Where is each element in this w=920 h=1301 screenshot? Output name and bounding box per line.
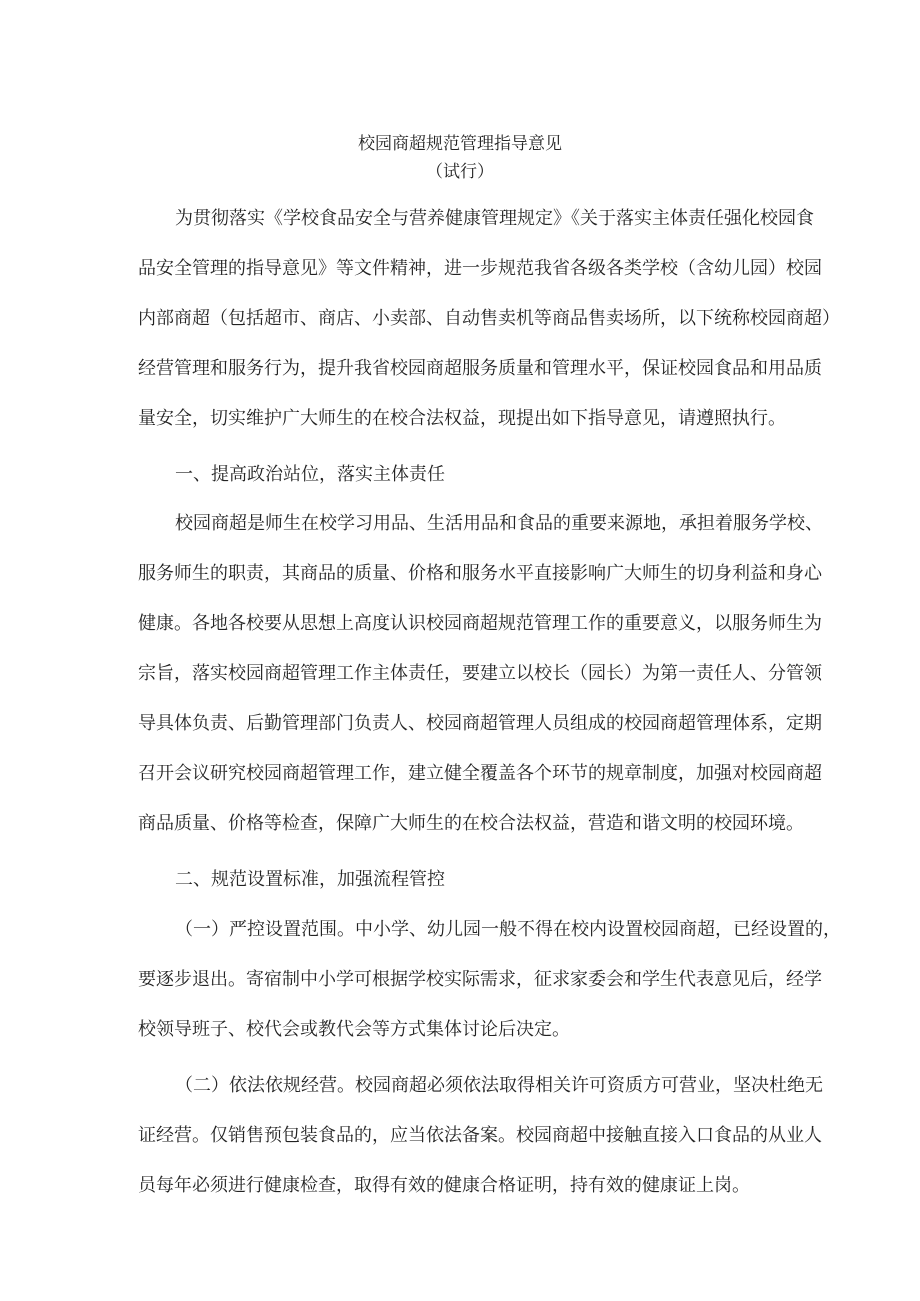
paragraph-line: 证经营。仅销售预包装食品的，应当依法备案。校园商超中接触直接入口食品的从业人 <box>138 1125 822 1146</box>
paragraph-line: 要逐步退出。寄宿制中小学可根据学校实际需求，征求家委会和学生代表意见后，经学 <box>138 969 822 990</box>
paragraph-line: 内部商超（包括超市、商店、小卖部、自动售卖机等商品售卖场所，以下统称校园商超） <box>138 308 840 329</box>
document-title: 校园商超规范管理指导意见 <box>358 134 562 154</box>
paragraph-line: 宗旨，落实校园商超管理工作主体责任，要建立以校长（园长）为第一责任人、分管领 <box>138 663 822 684</box>
paragraph-line: 健康。各地各校要从思想上高度认识校园商超规范管理工作的重要意义，以服务师生为 <box>138 613 822 634</box>
paragraph-line: 员每年必须进行健康检查，取得有效的健康合格证明，持有效的健康证上岗。 <box>138 1175 750 1196</box>
paragraph-line: 为贯彻落实《学校食品安全与营养健康管理规定》《关于落实主体责任强化校园食 <box>175 208 814 229</box>
paragraph-line: （二）依法依规经营。校园商超必须依法取得相关许可资质方可营业，坚决杜绝无 <box>175 1075 823 1096</box>
paragraph-line: 服务师生的职责，其商品的质量、价格和服务水平直接影响广大师生的切身利益和身心 <box>138 563 822 584</box>
paragraph-line: 经营管理和服务行为，提升我省校园商超服务质量和管理水平，保证校园食品和用品质 <box>138 358 822 379</box>
paragraph-line: 校领导班子、校代会或教代会等方式集体讨论后决定。 <box>138 1019 570 1040</box>
paragraph-line: 商品质量、价格等检查，保障广大师生的在校合法权益，营造和谐文明的校园环境。 <box>138 813 804 834</box>
paragraph-line: 导具体负责、后勤管理部门负责人、校园商超管理人员组成的校园商超管理体系，定期 <box>138 713 822 734</box>
paragraph-line: 校园商超是师生在校学习用品、生活用品和食品的重要来源地，承担着服务学校、 <box>175 513 823 534</box>
section-heading: 二、规范设置标准，加强流程管控 <box>175 869 445 890</box>
paragraph-line: 量安全，切实维护广大师生的在校合法权益，现提出如下指导意见，请遵照执行。 <box>138 408 786 429</box>
paragraph-line: （一）严控设置范围。中小学、幼儿园一般不得在校内设置校园商超，已经设置的， <box>175 919 841 940</box>
paragraph-line: 召开会议研究校园商超管理工作，建立健全覆盖各个环节的规章制度，加强对校园商超 <box>138 763 822 784</box>
document-subtitle: （试行） <box>426 162 494 182</box>
paragraph-line: 品安全管理的指导意见》等文件精神，进一步规范我省各级各类学校（含幼儿园）校园 <box>138 258 822 279</box>
section-heading: 一、提高政治站位，落实主体责任 <box>175 464 445 485</box>
